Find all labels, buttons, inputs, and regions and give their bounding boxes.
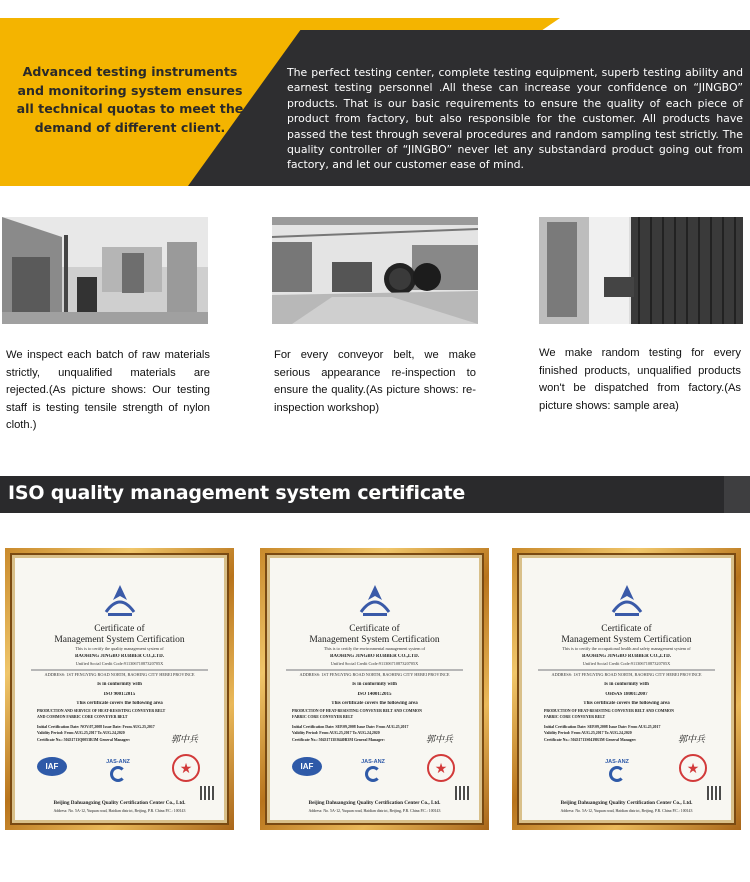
certification-logo-icon xyxy=(607,582,647,622)
tensile-testing-lab-photo xyxy=(2,217,208,324)
certificate-scope-line1: PRODUCTION OF HEAT-RESISTING CONVEYER BELT AND COMMON xyxy=(544,709,674,713)
jas-anz-logo-icon xyxy=(103,759,133,782)
certification-logo-icon xyxy=(355,582,395,622)
certificate-intro: This is to certify the environmental management system of xyxy=(323,646,426,651)
certificate-paper xyxy=(12,555,227,823)
certification-center-address: Address: No. 5A-12, Yuquan road, Haidian district, Beijing, P.R. China P.C.: 100143 xyxy=(560,809,693,813)
certificate-validity: Validity Period: From AUG.25,2017 To AUG.24,2020 xyxy=(292,731,380,735)
certificate-number: Certificate No.: 50431713E0440R3M General Manager: xyxy=(292,738,385,742)
certificate-address: ADDRESS: 1ST FENGYING ROAD NORTH, BAOHING CITY HEBEI PROVINCE xyxy=(299,672,450,677)
certificate-standard: ISO 14001:2015 xyxy=(357,692,392,697)
qr-code-icon xyxy=(455,786,469,800)
reinspection-workshop-photo xyxy=(272,217,478,324)
jas-anz-label: JAS-ANZ xyxy=(605,759,629,765)
iso-section-title: ISO quality management system certificate xyxy=(8,482,466,504)
jas-anz-mark-icon xyxy=(609,766,625,782)
certificate-ohsas18001 xyxy=(512,548,741,830)
iaf-logo-icon: IAF xyxy=(37,757,67,776)
certification-center-address: Address: No. 5A-12, Yuquan road, Haidian district, Beijing, P.R. China P.C.: 100143 xyxy=(53,809,186,813)
banner-headline: Advanced testing instruments and monitoring system ensures all technical quotas to meet the demand of different client. xyxy=(16,64,244,135)
certificate-intro: This is to certify the occupational health and safety management system of xyxy=(562,646,691,651)
iso-section-accent xyxy=(724,476,750,513)
jas-anz-mark-icon xyxy=(110,766,126,782)
certificate-signature: 郭中兵 xyxy=(677,735,705,745)
certificate-frame xyxy=(10,553,229,825)
qr-code-icon xyxy=(707,786,721,800)
certificate-title-line1: Certificate of xyxy=(94,624,145,634)
certificate-standard: ISO 9001:2015 xyxy=(103,692,136,697)
qr-code-icon xyxy=(200,786,214,800)
certificate-scope-line2: FABRIC CORE CONVEYER BELT xyxy=(292,715,354,719)
certificate-scope-line2: AND COMMON FABRIC CORE CONVEYER BELT xyxy=(37,715,128,719)
certificate-paper xyxy=(519,555,734,823)
intro-banner xyxy=(0,18,750,186)
jas-anz-label: JAS-ANZ xyxy=(106,759,130,765)
certificate-conformity: Is in conformity with xyxy=(352,682,397,687)
certificate-number: Certificate No.: 50431713S0419R3M General Manager: xyxy=(544,738,637,742)
certificate-conformity: Is in conformity with xyxy=(604,682,649,687)
photo-caption-reinspection: For every conveyor belt, we make serious appearance re-inspection to ensure the quality.(As picture shows: re-inspection workshop) xyxy=(274,349,476,414)
certificate-credit-code: Unified Social Credit Code:91130671087320705X xyxy=(582,661,671,666)
certificate-scope-line1: PRODUCTION AND SERVICE OF HEAT-RESISTING CONVEYER BELT xyxy=(37,709,166,713)
jas-anz-label: JAS-ANZ xyxy=(361,759,385,765)
certificate-company: BAOHING JINGBO RUBBER CO.,LTD. xyxy=(582,654,671,659)
sample-area-photo xyxy=(539,217,743,324)
certificate-frame xyxy=(265,553,484,825)
certificate-address: ADDRESS: 1ST FENGYING ROAD NORTH, BAOHING CITY HEBEI PROVINCE xyxy=(551,672,702,677)
certificate-intro: This is to certify the quality management system of xyxy=(75,646,164,651)
certificate-divider xyxy=(538,669,715,671)
certificate-dates: Initial Certification Date: SEP.09,2008 Issue Date: From AUG.25,2017 xyxy=(292,725,409,729)
photo-caption-random-testing: We make random testing for every finished products, unqualified products won't be dispatched from factory.(As picture shows: sample area) xyxy=(539,347,741,412)
jas-anz-logo-icon xyxy=(602,759,632,782)
certificate-signature: 郭中兵 xyxy=(425,735,453,745)
certificate-scope-line1: PRODUCTION OF HEAT-RESISTING CONVEYER BELT AND COMMON xyxy=(292,709,422,713)
certificate-validity: Validity Period: From AUG.25,2017 To AUG.24,2020 xyxy=(37,731,125,735)
certificate-validity: Validity Period: From AUG.25,2017 To AUG.24,2020 xyxy=(544,731,632,735)
certificate-title-line1: Certificate of xyxy=(349,624,400,634)
certificate-covers: This certificate covers the following area xyxy=(331,701,418,706)
certification-center-name: Beijing Dahuangxing Quality Certification Center Co., Ltd. xyxy=(53,800,186,806)
certification-center-address: Address: No. 5A-12, Yuquan road, Haidian district, Beijing, P.R. China P.C.: 100143 xyxy=(308,809,441,813)
certificate-title-line2: Management System Certification xyxy=(561,635,692,645)
certificate-iso14001 xyxy=(260,548,489,830)
certificate-title-line2: Management System Certification xyxy=(54,635,185,645)
jas-anz-mark-icon xyxy=(365,766,381,782)
certificate-company: BAOHING JINGBO RUBBER CO.,LTD. xyxy=(75,654,164,659)
certificate-title-line2: Management System Certification xyxy=(309,635,440,645)
certificate-conformity: Is in conformity with xyxy=(97,682,142,687)
jas-anz-logo-icon xyxy=(358,759,388,782)
red-seal-stamp-icon: ★ xyxy=(427,754,455,782)
certificate-credit-code: Unified Social Credit Code:91130671087320705X xyxy=(330,661,419,666)
certificate-covers: This certificate covers the following area xyxy=(583,701,670,706)
banner-description: The perfect testing center, complete testing equipment, superb testing ability and earnest testing personnel .All these can increase your confidence on “JINGBO” products. That is our basic requirements to ensure the quality of each piece of product from factory, but also responsible for the customer. All products have passed the test through several procedures and random sampling test strictly. The quality controller of “JINGBO” never let any substandard product going out from factory, and let our customer ease of mind. xyxy=(287,66,743,172)
certificate-divider xyxy=(31,669,208,671)
certificate-covers: This certificate covers the following area xyxy=(76,701,163,706)
certificate-signature: 郭中兵 xyxy=(170,735,198,745)
iaf-logo-icon: IAF xyxy=(292,757,322,776)
certification-center-name: Beijing Dahuangxing Quality Certification Center Co., Ltd. xyxy=(308,800,441,806)
certification-logo-icon xyxy=(100,582,140,622)
certificate-standard: OHSAS 18001:2007 xyxy=(605,692,648,697)
certificate-number: Certificate No.: 50431713Q0053R3M General Manager: xyxy=(37,738,131,742)
certificate-title-line1: Certificate of xyxy=(601,624,652,634)
red-seal-stamp-icon: ★ xyxy=(172,754,200,782)
certificate-dates: Initial Certification Date: NOV.07,2008 Issue Date: From AUG.25,2017 xyxy=(37,725,155,729)
certificate-scope-line2: FABRIC CORE CONVEYER BELT xyxy=(544,715,606,719)
certificate-company: BAOHING JINGBO RUBBER CO.,LTD. xyxy=(330,654,419,659)
certificate-iso9001 xyxy=(5,548,234,830)
certification-center-name: Beijing Dahuangxing Quality Certification Center Co., Ltd. xyxy=(560,800,693,806)
certificate-dates: Initial Certification Date: SEP.09,2008 Issue Date: From AUG.25,2017 xyxy=(544,725,661,729)
photo-caption-raw-materials: We inspect each batch of raw materials strictly, unqualified materials are rejected.(As picture shows: Our testing staff is testing tensile strength of nylon cloth.) xyxy=(6,349,210,432)
certificate-divider xyxy=(286,669,463,671)
certificate-paper xyxy=(267,555,482,823)
certificate-credit-code: Unified Social Credit Code:91130671087320705X xyxy=(75,661,164,666)
red-seal-stamp-icon: ★ xyxy=(679,754,707,782)
certificate-frame xyxy=(517,553,736,825)
certificate-address: ADDRESS: 1ST FENGYING ROAD NORTH, BAOHING CITY HEBEI PROVINCE xyxy=(44,672,195,677)
